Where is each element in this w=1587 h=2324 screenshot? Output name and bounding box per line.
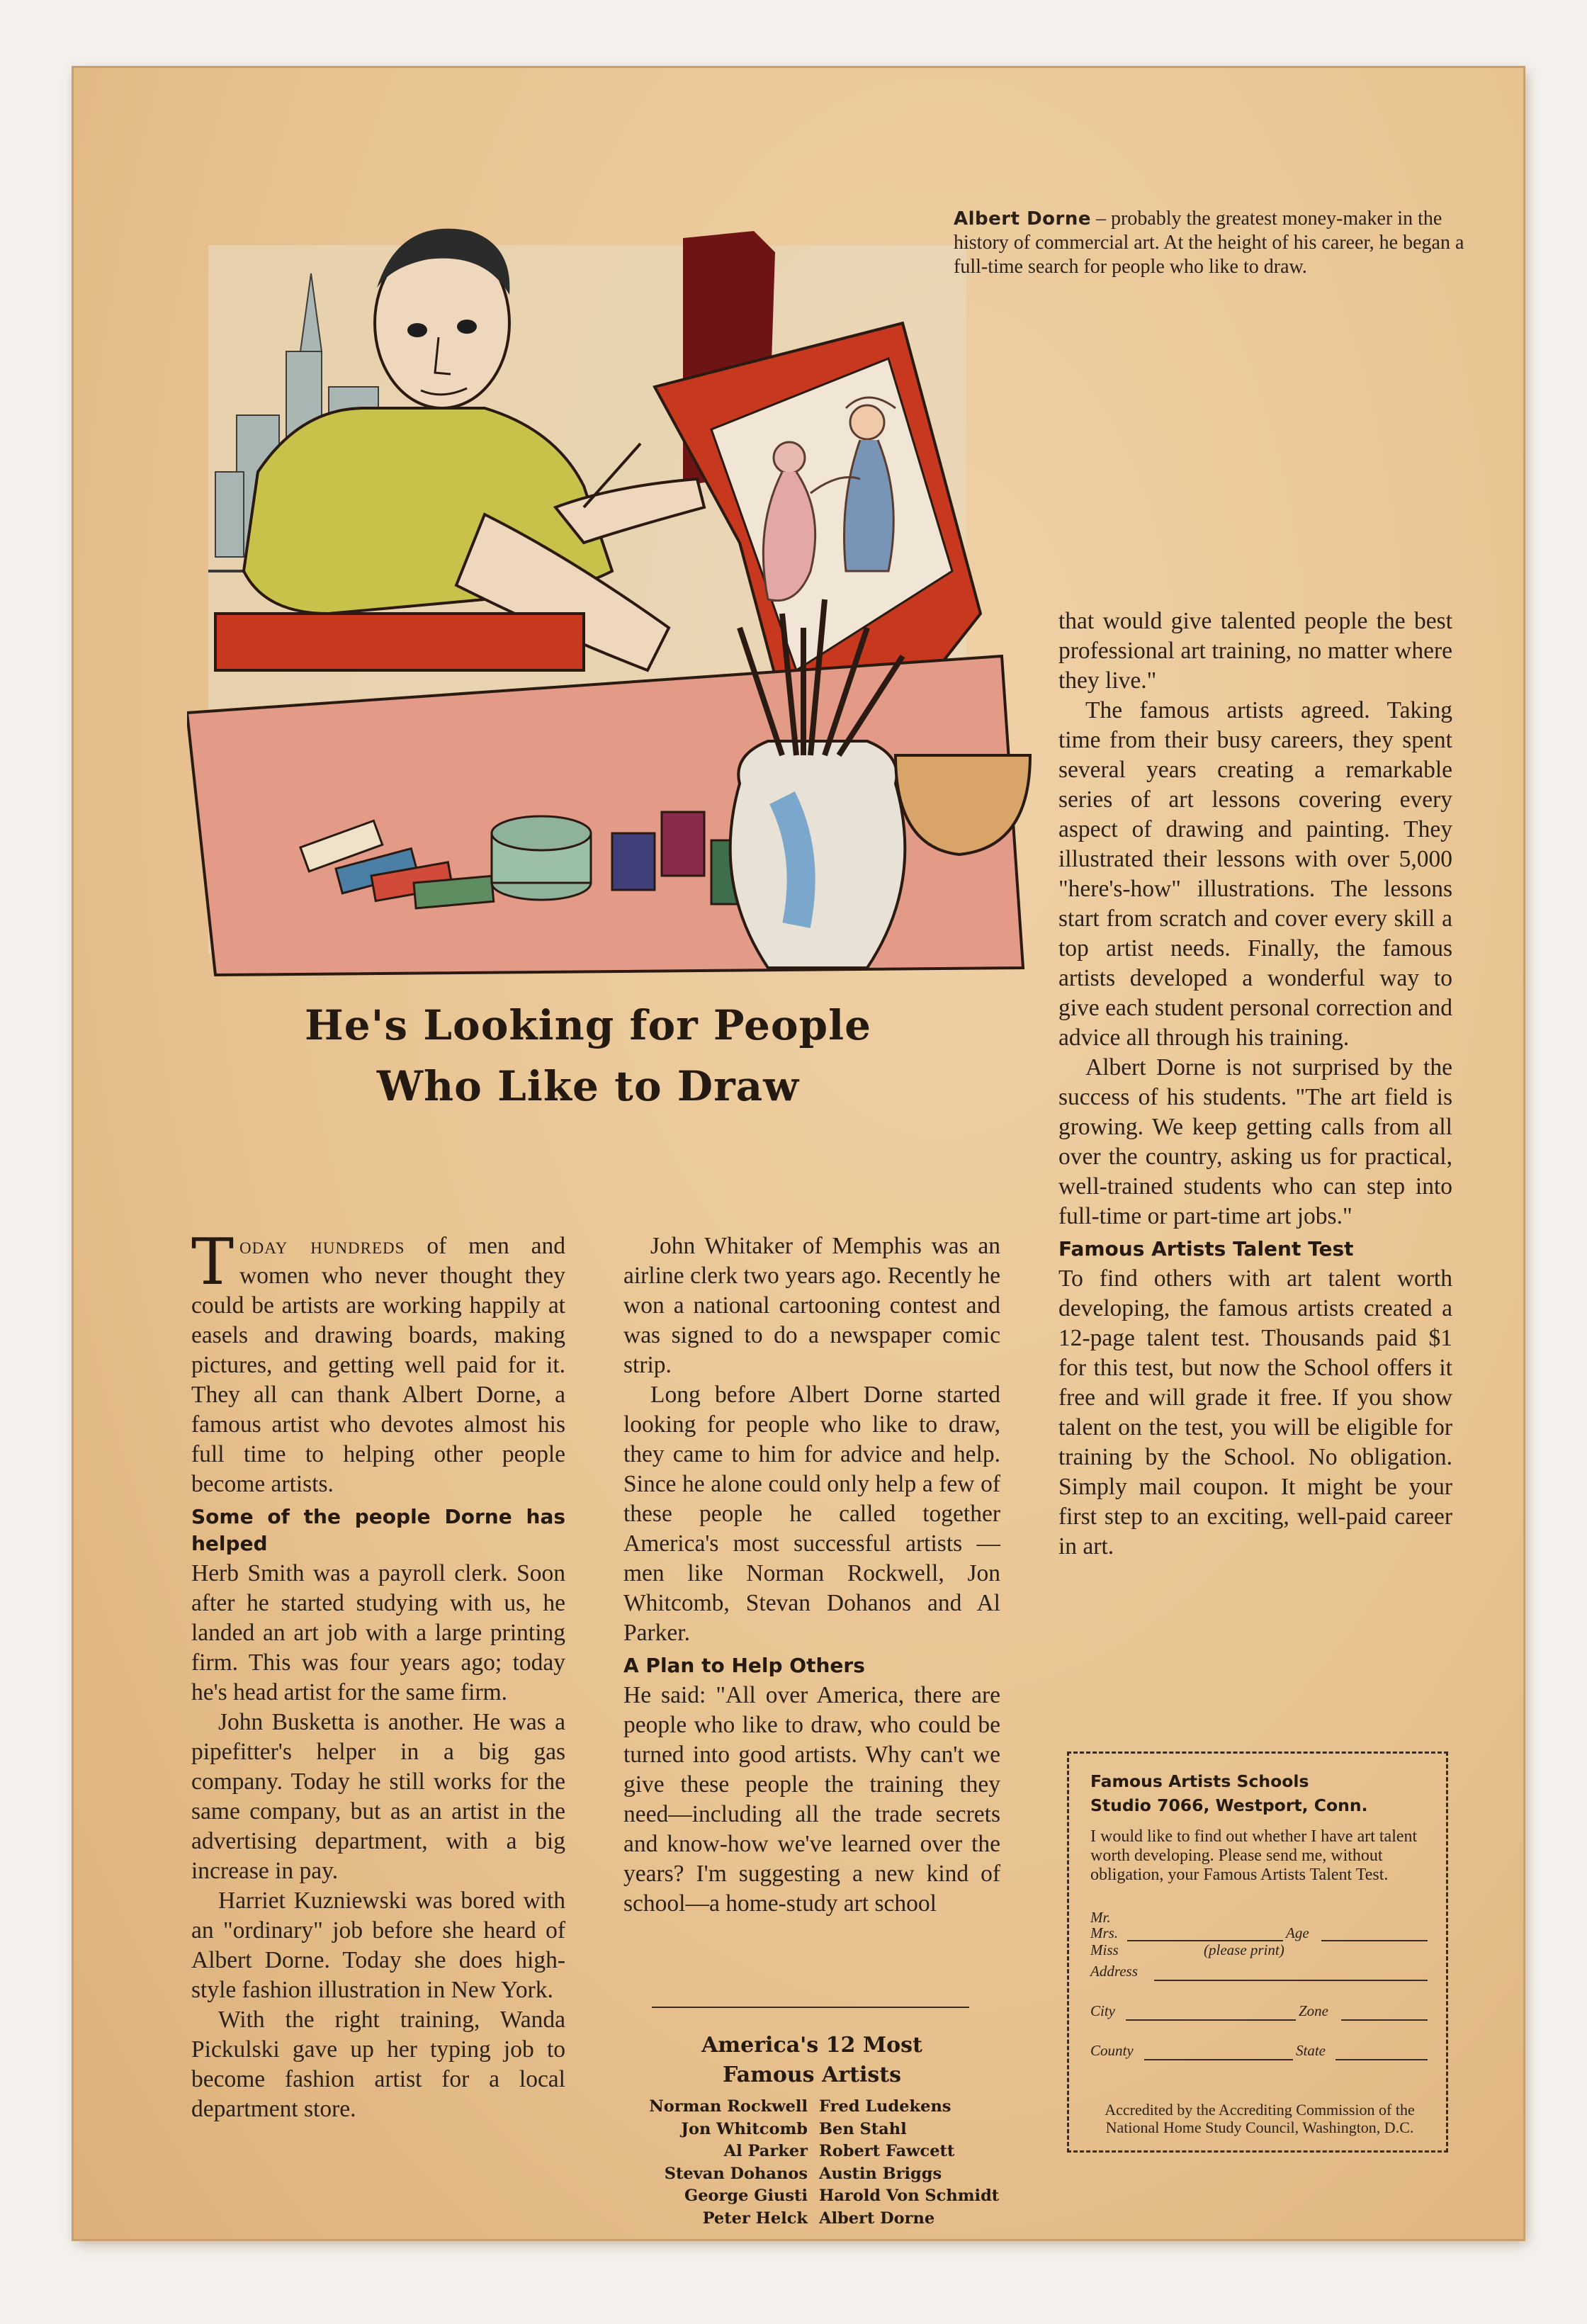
famous-artists-title xyxy=(623,2031,1000,2090)
article-column-3 xyxy=(1058,607,1452,1562)
coupon-title-2: Studio 7066, Westport, Conn. xyxy=(1090,1795,1368,1815)
caption-name: Albert Dorne xyxy=(954,208,1091,230)
city-field[interactable] xyxy=(1126,2019,1296,2021)
famous-artists-list xyxy=(619,2096,1016,2230)
lead-smallcaps: oday hundreds xyxy=(239,1233,405,1259)
mail-coupon[interactable] xyxy=(1067,1752,1448,2153)
zone-label: Zone xyxy=(1299,2002,1328,2019)
coupon-title-1: Famous Artists Schools xyxy=(1090,1771,1309,1791)
section-heading: Some of the people Dorne has helped xyxy=(191,1505,565,1555)
mrs-label: Mrs. xyxy=(1090,1924,1119,1941)
article-column-2 xyxy=(623,1231,1000,1919)
drop-cap: T xyxy=(191,1225,235,1299)
zone-field[interactable] xyxy=(1341,2019,1428,2021)
state-field[interactable] xyxy=(1335,2059,1428,2060)
section-heading: Famous Artists Talent Test xyxy=(1058,1237,1354,1260)
list-item: Norman Rockwell Fred Ludekens xyxy=(649,2097,951,2116)
list-item: Stevan Dohanos Austin Briggs xyxy=(664,2164,942,2183)
article-column-1 xyxy=(191,1225,566,2124)
address-label: Address xyxy=(1090,1963,1138,1980)
miss-label: Miss xyxy=(1090,1941,1119,1958)
section-heading: A Plan to Help Others xyxy=(623,1654,865,1677)
article-paragraph: Herb Smith was a payroll clerk. Soon after he started studying with us, he landed an art job with a large printing firm. This was four years ago; today he's head artist for the same firm. xyxy=(191,1560,565,1705)
county-field[interactable] xyxy=(1144,2059,1293,2060)
divider-rule xyxy=(652,2007,969,2008)
list-item: George Giusti Harold Von Schmidt xyxy=(684,2187,1000,2205)
article-paragraph: that would give talented people the best professional art training, no matter where they live." xyxy=(1058,608,1452,694)
article-paragraph: Albert Dorne is not surprised by the success of his students. "The art field is growing. We keep getting calls from all over the country, asking us for practical, well-trained students who can step into full-time or part-time art jobs." xyxy=(1058,1054,1452,1229)
albert-dorne-illustration xyxy=(187,174,1115,1081)
article-paragraph: To find others with art talent worth developing, the famous artists created a 12-page talent test. Thousands paid $1 for this test, but now the School offers it free and will grade it free. If you show talent on the test, you will be eligible for training by the School. No obligation. Simply mail coupon. It might be your first step to an exciting, well-paid career in art. xyxy=(1058,1265,1452,1559)
famous-title-line-1: America's 12 Most xyxy=(701,2033,922,2058)
print-note: (please print) xyxy=(1204,1941,1284,1958)
accreditation-note: Accredited by the Accrediting Commission of the National Home Study Council, Washington, D.C. xyxy=(1105,2101,1415,2136)
headline xyxy=(234,995,942,1117)
age-field[interactable] xyxy=(1321,1940,1428,1941)
age-label: Age xyxy=(1286,1924,1309,1941)
article-paragraph: Long before Albert Dorne started looking for people who like to draw, they came to him for advice and help. Since he alone could only help a few of these people he called together America's most successful artists —men like Norman Rockwell, Jon Whitcomb, Stevan Dohanos and Al Parker. xyxy=(623,1382,1000,1646)
county-label: County xyxy=(1090,2042,1134,2059)
city-label: City xyxy=(1090,2002,1115,2019)
article-paragraph: The famous artists agreed. Taking time from their busy careers, they spent several years creating a remarkable series of art lessons covering every aspect of drawing and painting. They illustrated their lessons with over 5,000 "here's-how" illustrations. The lessons start from scratch and cover every skill a top artist needs. Finally, the famous artists developed a wonderful way to give each student personal correction and advice all through his training. xyxy=(1058,697,1452,1051)
caption-text: – probably the greatest money-maker in the history of commercial art. At the height of his career, he began a full-time search for people who like to draw. xyxy=(954,208,1464,278)
list-item: Jon Whitcomb Ben Stahl xyxy=(681,2119,907,2138)
article-paragraph: He said: "All over America, there are people who like to draw, who could be turned into good artists. Why can't we give these people the training they need—including all the trade secrets and know-how we've learned over the years? I'm suggesting a new kind of school—a home-study art school xyxy=(623,1682,1000,1917)
article-paragraph: Harriet Kuzniewski was bored with an "ordinary" job before she heard of Albert Dorne. Today she does high-style fashion illustration in New York. xyxy=(191,1888,565,2003)
famous-title-line-2: Famous Artists xyxy=(723,2063,901,2087)
headline-line-2: Who Like to Draw xyxy=(376,1062,800,1110)
coupon-body: I would like to find out whether I have art talent worth developing. Please send me, without obligation, your Famous Artists Talent Test. xyxy=(1090,1827,1418,1884)
article-paragraph xyxy=(191,1225,566,1499)
illustration-caption xyxy=(954,207,1492,279)
list-item: Peter Helck Albert Dorne xyxy=(702,2209,935,2228)
article-paragraph: John Whitaker of Memphis was an airline clerk two years ago. Recently he won a national cartooning contest and was signed to do a newspaper comic strip. xyxy=(623,1233,1000,1378)
article-paragraph: With the right training, Wanda Pickulski gave up her typing job to become fashion artist for a local department store. xyxy=(191,2007,565,2122)
address-field[interactable] xyxy=(1154,1980,1428,1981)
article-paragraph: John Busketta is another. He was a pipefitter's helper in a big gas company. Today he still works for the same company, but as an artist in the advertising department, with a big increase in pay. xyxy=(191,1709,565,1884)
state-label: State xyxy=(1296,2042,1326,2059)
coupon-fields xyxy=(1090,1909,1425,2086)
comic-back-cover-page xyxy=(74,68,1523,2239)
lead-text: of men and women who never thought they could be artists are working happily at easels and drawing boards, making pictures, and getting well paid for it. They all can thank Albert Dorne, a famous artist who devotes almost his full time to helping other people become artists. xyxy=(191,1233,566,1497)
mr-label: Mr. xyxy=(1090,1909,1111,1926)
list-item: Al Parker Robert Fawcett xyxy=(723,2142,955,2160)
headline-line-1: He's Looking for People xyxy=(304,1001,872,1049)
